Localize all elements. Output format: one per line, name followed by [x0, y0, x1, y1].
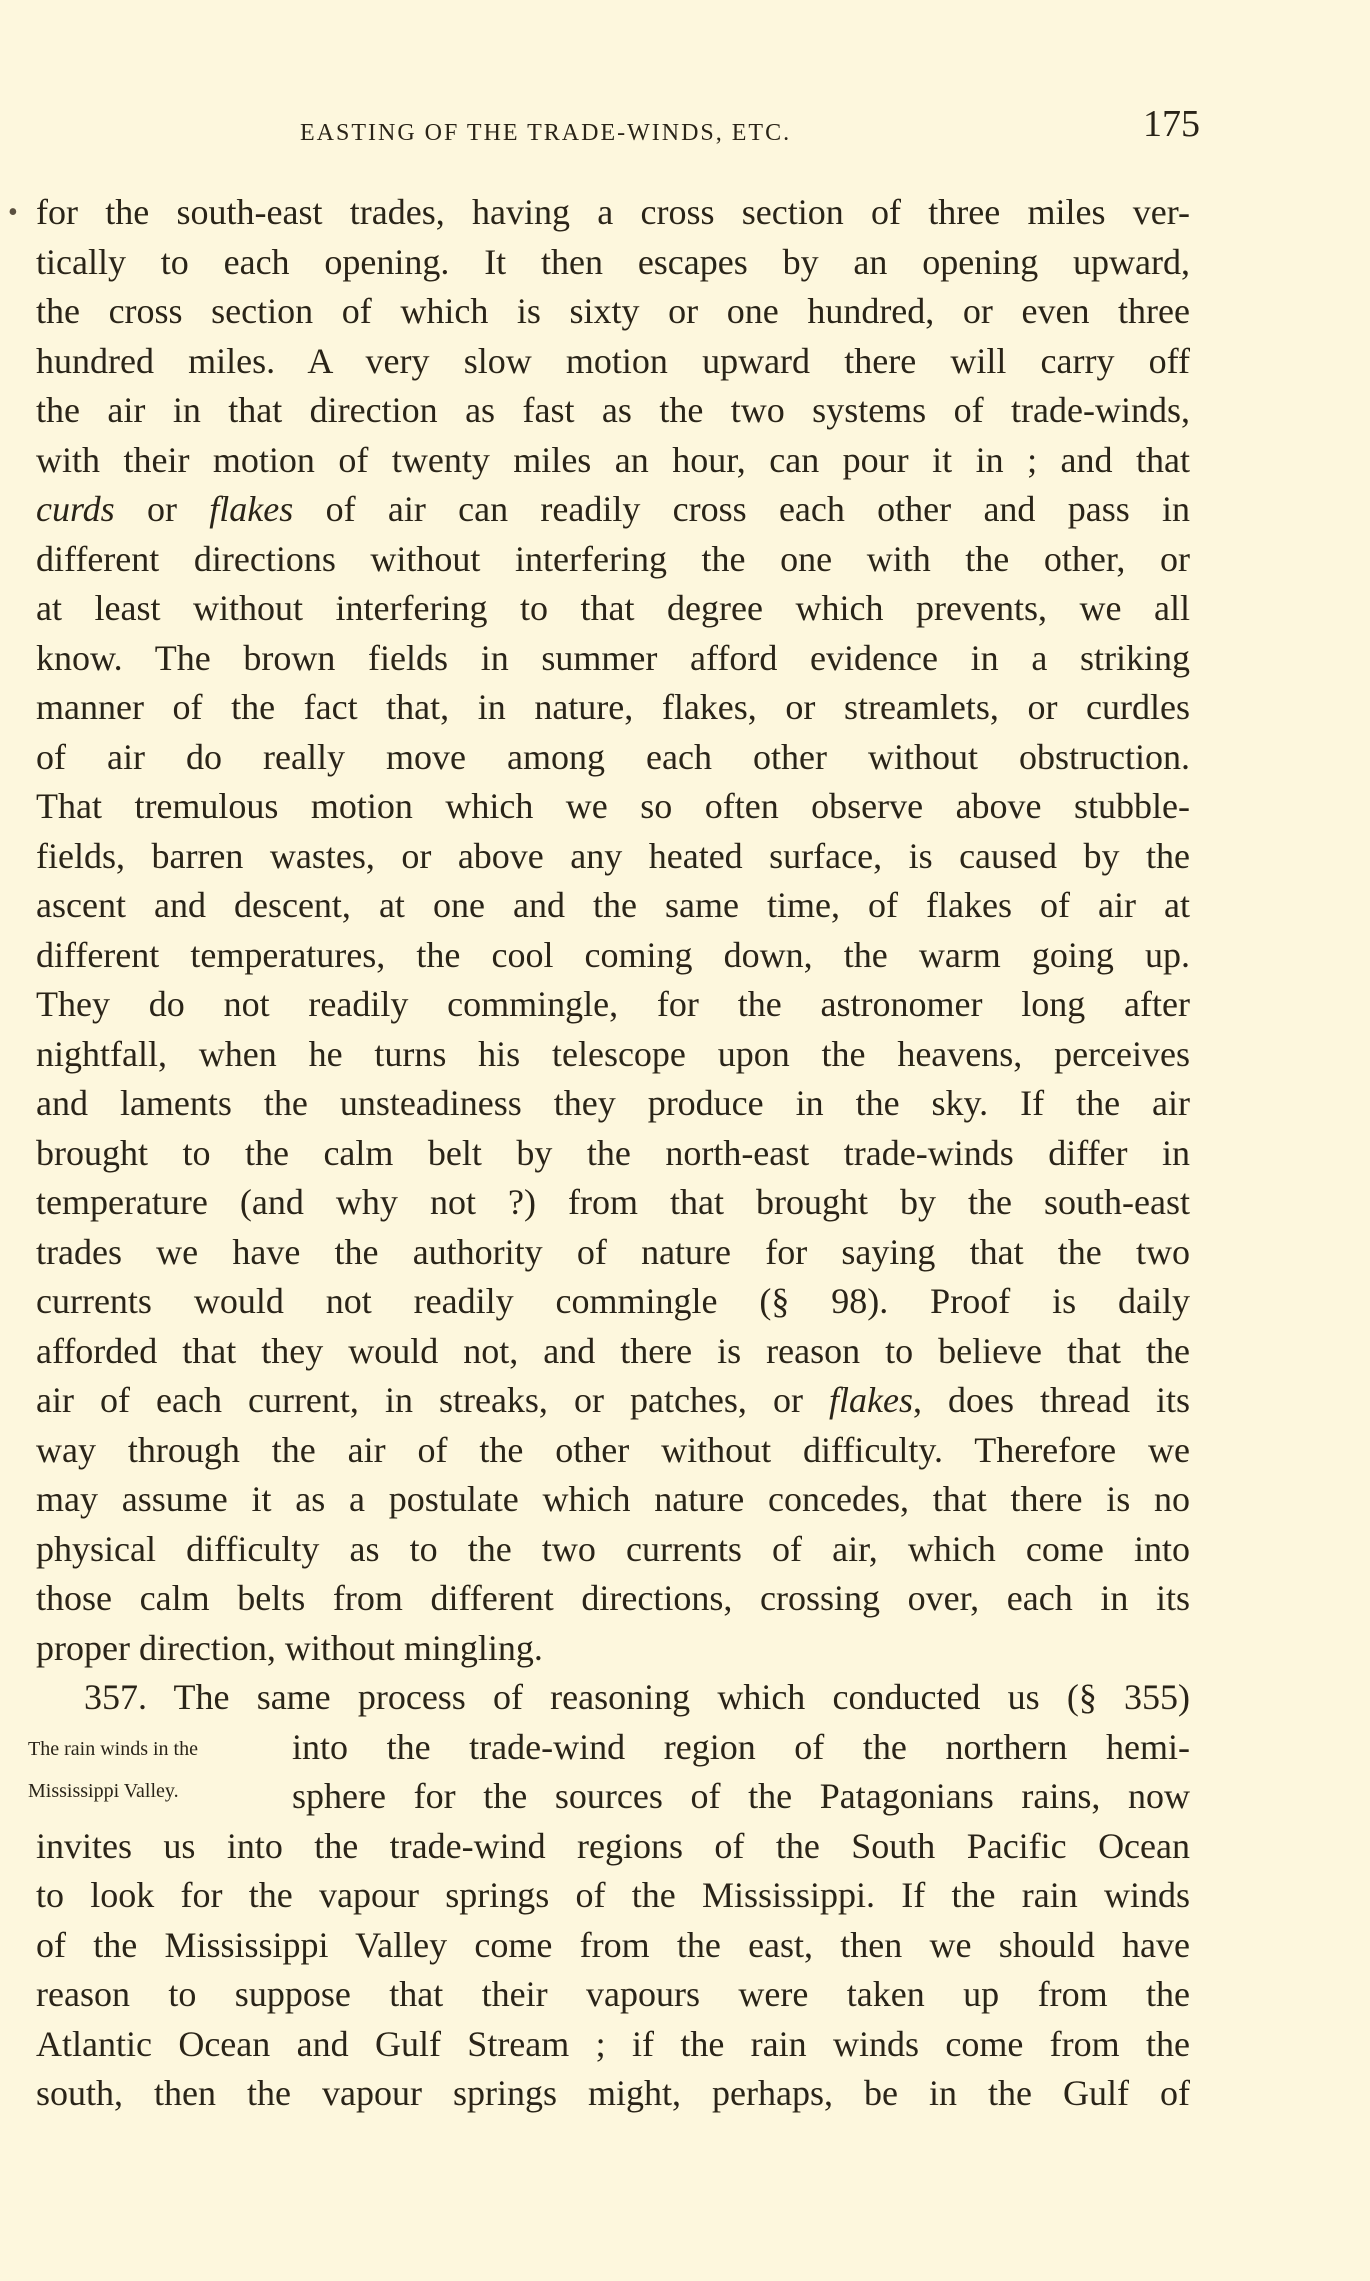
margin-note-line: The rain winds in the: [28, 1738, 198, 1760]
text-line: different temperatures, the cool coming down, the warm going up.: [36, 934, 1190, 975]
italic-word: flakes: [209, 489, 294, 529]
text-line: • for the south-east trades, having a cross section of three miles ver-: [36, 188, 1190, 238]
text-line: proper direction, without mingling.: [36, 1627, 543, 1668]
text-line: of air do really move among each other without obstruction.: [36, 736, 1190, 777]
text-line: ascent and descent, at one and the same time, of flakes of air at: [36, 885, 1190, 925]
text-line: trades we have the authority of nature for saying that the two: [36, 1231, 1190, 1272]
text-line: tically to each opening. It then escapes by an opening upward,: [36, 241, 1190, 282]
margin-note-line: Mississippi Valley.: [28, 1780, 179, 1802]
running-header: [300, 102, 1200, 152]
text-line: nightfall, when he turns his telescope upon the heavens, perceives: [36, 1033, 1190, 1074]
text-line: They do not readily commingle, for the astronomer long after: [36, 984, 1190, 1024]
text-line: afforded that they would not, and there is reason to believe that the: [36, 1330, 1190, 1371]
text-line: fields, barren wastes, or above any heated surface, is caused by the: [36, 835, 1190, 876]
text-line: to look for the vapour springs of the Mississippi. If the rain winds: [36, 1875, 1190, 1915]
text-line: with their motion of twenty miles an hour, can pour it in ; and that: [36, 439, 1190, 480]
text-line: the cross section of which is sixty or one hundred, or even three: [36, 291, 1190, 331]
text-line: currents would not readily commingle (§ 98). Proof is daily: [36, 1281, 1190, 1321]
italic-word: flakes: [828, 1380, 913, 1420]
text-line: manner of the fact that, in nature, flakes, or streamlets, or curdles: [36, 687, 1190, 727]
running-title: EASTING OF THE TRADE-WINDS, ETC.: [300, 120, 792, 146]
text-line: may assume it as a postulate which nature concedes, that there is no: [36, 1479, 1190, 1519]
text-line: the air in that direction as fast as the two systems of trade-winds,: [36, 390, 1190, 430]
text-line: of the Mississippi Valley come from the east, then we should have: [36, 1924, 1190, 1965]
bullet-mark-icon: •: [8, 197, 18, 228]
text-line: curds or flakes of air can readily cross each other and pass in: [36, 489, 1191, 529]
text-line: invites us into the trade-wind regions of the South Pacific Ocean: [36, 1825, 1190, 1866]
text-line: different directions without interfering the one with the other, or: [36, 538, 1190, 579]
text-line: at least without interfering to that degree which prevents, we all: [36, 588, 1190, 628]
text-line: Atlantic Ocean and Gulf Stream ; if the rain winds come from the: [36, 2023, 1190, 2064]
italic-word: curds: [36, 489, 115, 529]
text-line: those calm belts from different directions, crossing over, each in its: [36, 1578, 1190, 1618]
text-line: into the trade-wind region of the northern hemi-: [292, 1726, 1190, 1767]
text-line: air of each current, in streaks, or patches, or flakes, does thread its: [36, 1380, 1190, 1420]
text-line: way through the air of the other without difficulty. Therefore we: [36, 1429, 1190, 1470]
text-line: south, then the vapour springs might, perhaps, be in the Gulf of: [36, 2073, 1190, 2113]
text-line: hundred miles. A very slow motion upward there will carry off: [36, 340, 1190, 381]
body-text: [8, 188, 1191, 2119]
text-line: sphere for the sources of the Patagonians rains, now: [292, 1776, 1190, 1816]
text-line: and laments the unsteadiness they produce in the sky. If the air: [36, 1083, 1190, 1123]
text-line: That tremulous motion which we so often observe above stubble-: [36, 786, 1190, 826]
text-line: 357. The same process of reasoning which conducted us (§ 355): [84, 1677, 1190, 1717]
text-line: temperature (and why not ?) from that brought by the south-east: [36, 1182, 1190, 1222]
text-line: brought to the calm belt by the north-east trade-winds differ in: [36, 1132, 1190, 1173]
text-line: reason to suppose that their vapours were taken up from the: [36, 1974, 1190, 2014]
text-line: physical difficulty as to the two currents of air, which come into: [36, 1528, 1190, 1569]
text-line: know. The brown fields in summer afford evidence in a striking: [36, 637, 1190, 678]
page-number: 175: [1143, 103, 1200, 145]
